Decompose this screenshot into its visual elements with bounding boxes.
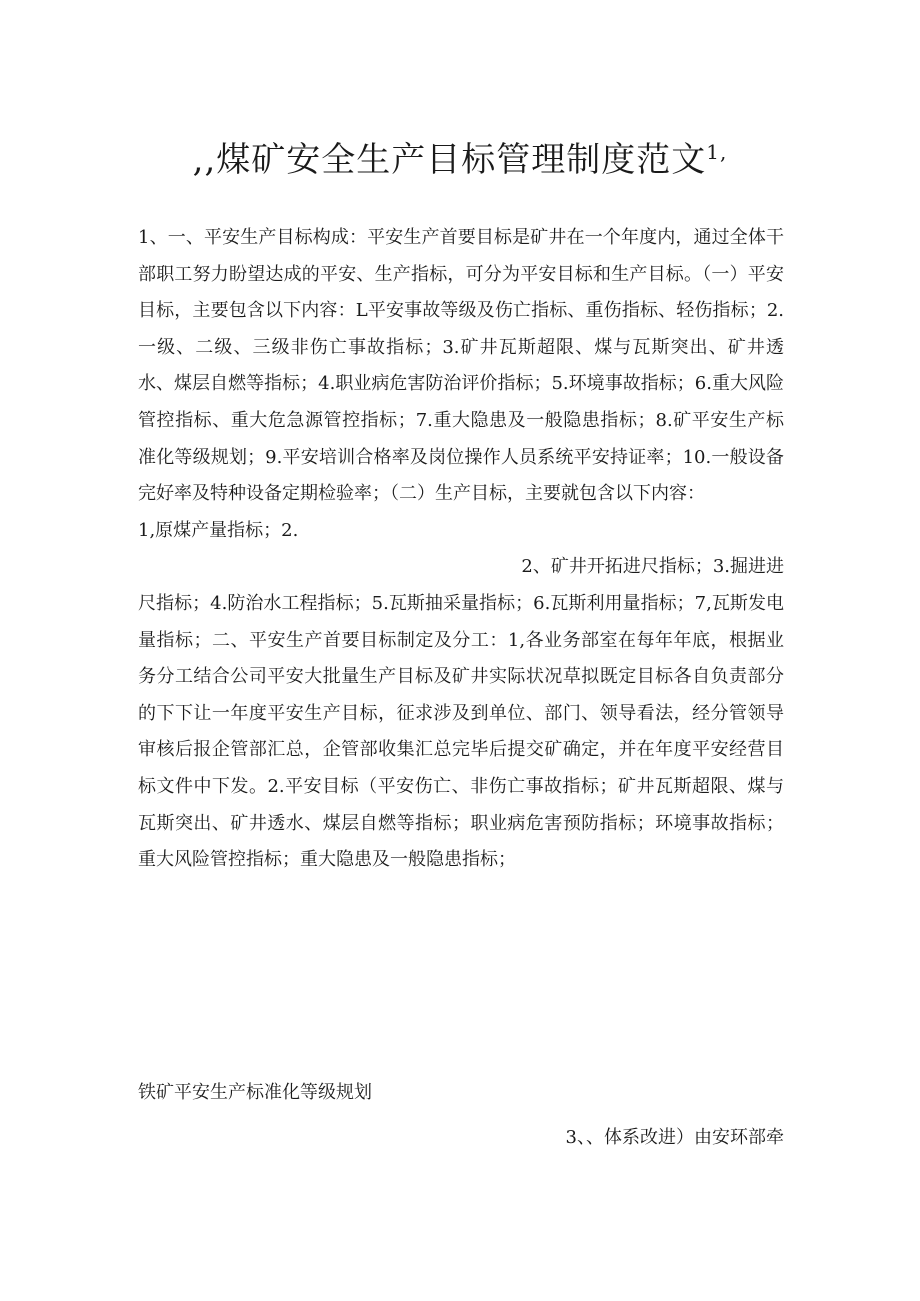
paragraph-2-head: 2、矿井开拓进尺指标；3.掘进进 bbox=[521, 556, 784, 578]
section-subheading: 铁矿平安生产标准化等级规划 bbox=[138, 1082, 372, 1103]
paragraph-3-head: 3、、体系改进）由安环部牵 bbox=[565, 1127, 784, 1148]
document-body bbox=[138, 220, 784, 879]
paragraph-1-tail: 1,原煤产量指标；2. bbox=[138, 519, 299, 541]
paragraph-2: 尺指标；4.防治水工程指标；5.瓦斯抽采量指标；6.瓦斯利用量指标；7,瓦斯发电量指标；二、平安生产首要目标制定及分工：1,各业务部室在每年年底，根据业务分工结合公司平安大批量生产目标及矿井实际状况草拟既定目标各自负责部分的下下让一年度平安生产目标，征求涉及到单位、部门、领导看法，经分管领导审核后报企管部汇总，企管部收集汇总完毕后提交矿确定，并在年度平安经营目标文件中下发。2.平安目标（平安伤亡、非伤亡事故指标；矿井瓦斯超限、煤与瓦斯突出、矿井透水、煤层自燃等指标；职业病危害预防指标；环境事故指标；重大风险管控指标；重大隐患及一般隐患指标； bbox=[138, 592, 784, 871]
paragraph-1: 1、一、平安生产目标构成：平安生产首要目标是矿井在一个年度内，通过全体干部职工努力盼望达成的平安、生产指标，可分为平安目标和生产目标。（一）平安目标，主要包含以下内容：L平安事故等级及伤亡指标、重伤指标、轻伤指标；2.一级、二级、三级非伤亡事故指标；3.矿井瓦斯超限、煤与瓦斯突出、矿井透水、煤层自燃等指标；4.职业病危害防治评价指标；5.环境事故指标；6.重大风险管控指标、重大危急源管控指标；7.重大隐患及一般隐患指标；8.矿平安生产标准化等级规划；9.平安培训合格率及岗位操作人员系统平安持证率；10.一般设备完好率及特种设备定期检验率；（二）生产目标，主要就包含以下内容： bbox=[138, 227, 784, 505]
document-title bbox=[140, 132, 780, 181]
title-suffix: 1, bbox=[706, 140, 728, 164]
title-text: 煤矿安全生产目标管理制度范文 bbox=[216, 140, 707, 180]
title-prefix: ,, bbox=[192, 140, 217, 180]
